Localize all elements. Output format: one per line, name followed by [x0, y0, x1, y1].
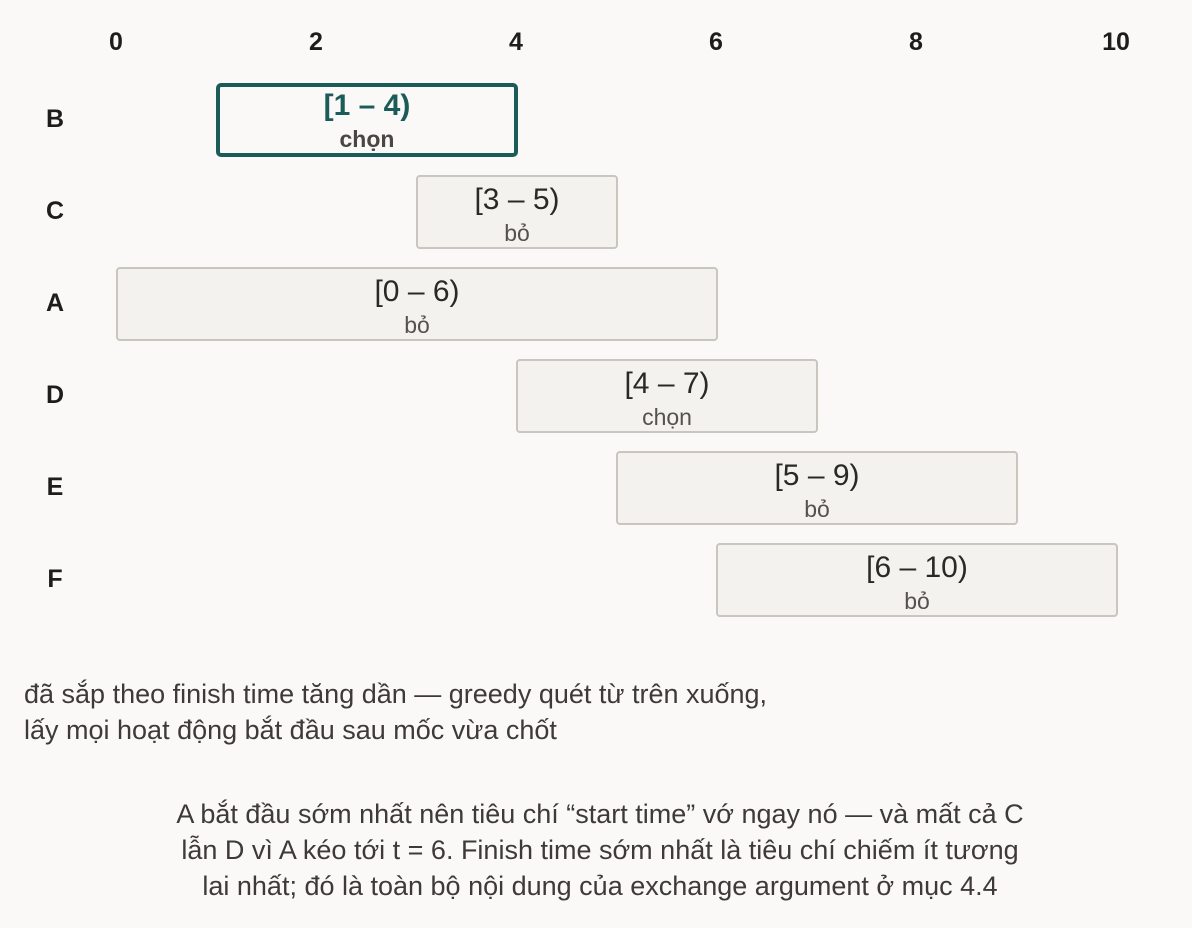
- interval-label: [6 – 10): [866, 551, 968, 584]
- row-label-b: B: [45, 105, 65, 133]
- caption-line-2: lấy mọi hoạt động bắt đầu sau mốc vừa chốt: [24, 715, 557, 745]
- note-line-2: lẫn D vì A kéo tới t = 6. Finish time sớm nhất là tiêu chí chiếm ít tương: [181, 835, 1019, 865]
- interval-label: [4 – 7): [624, 367, 710, 400]
- axis-tick-4: 4: [509, 28, 523, 56]
- note-line-1: A bắt đầu sớm nhất nên tiêu chí “start time” vớ ngay nó — và mất cả C: [176, 799, 1024, 829]
- row-label-e: E: [46, 473, 64, 501]
- interval-label: [0 – 6): [374, 275, 460, 308]
- axis-tick-10: 10: [1102, 28, 1130, 56]
- activity-bar-c: [416, 175, 618, 249]
- status-label: chọn: [339, 126, 395, 152]
- status-label: bỏ: [804, 496, 830, 522]
- note-line-3: lai nhất; đó là toàn bộ nội dung của exchange argument ở mục 4.4: [202, 871, 998, 901]
- row-label-f: F: [47, 565, 63, 593]
- interval-label: [5 – 9): [774, 459, 860, 492]
- explanation-note: [100, 796, 1100, 904]
- interval-label: [1 – 4): [323, 89, 411, 122]
- row-label-c: C: [45, 197, 65, 225]
- status-label: bỏ: [404, 312, 430, 338]
- row-label-a: A: [45, 289, 65, 317]
- activity-bar-a: [116, 267, 718, 341]
- status-label: bỏ: [504, 220, 530, 246]
- activity-bar-e: [616, 451, 1018, 525]
- axis-tick-8: 8: [909, 28, 923, 56]
- activity-bar-f: [716, 543, 1118, 617]
- status-label: chọn: [642, 404, 692, 430]
- caption-line-1: đã sắp theo finish time tăng dần — greedy quét từ trên xuống,: [24, 679, 768, 709]
- axis-tick-6: 6: [709, 28, 723, 56]
- status-label: bỏ: [904, 588, 930, 614]
- axis-tick-0: 0: [109, 28, 123, 56]
- interval-label: [3 – 5): [474, 183, 560, 216]
- row-label-d: D: [45, 381, 65, 409]
- activity-bar-b: [216, 83, 518, 157]
- activity-bar-d: [516, 359, 818, 433]
- axis-tick-2: 2: [309, 28, 323, 56]
- caption: [24, 676, 1124, 748]
